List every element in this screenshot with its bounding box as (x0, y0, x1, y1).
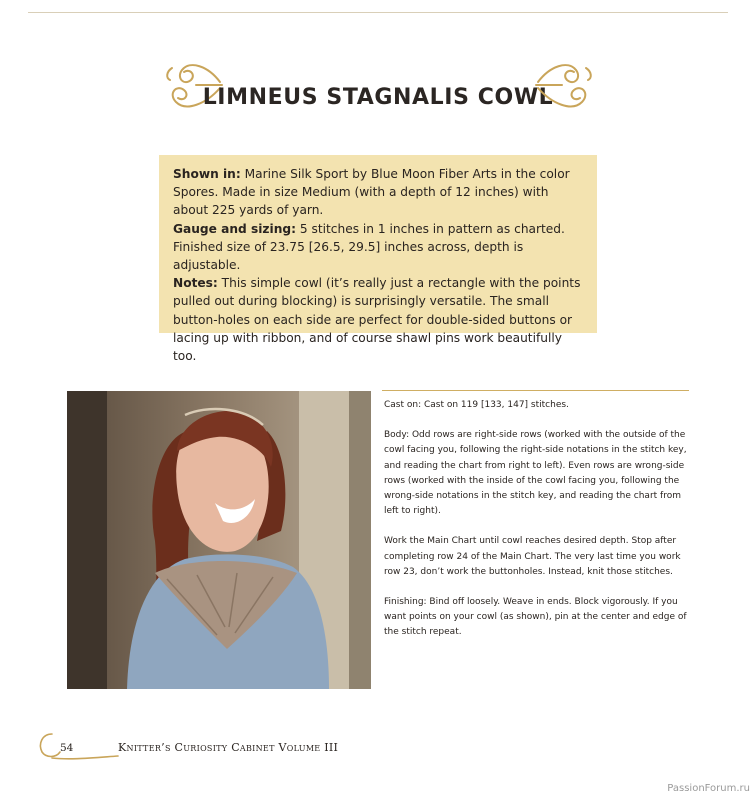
shown-in-label: Shown in: (173, 167, 241, 181)
running-title: Knitter’s Curiosity Cabinet Volume III (118, 741, 339, 754)
gauge-text: 5 stitches in 1 inches in pattern as charted. Finished size of 23.75 [26.5, 29.5] inches across, depth is adjustable. (173, 221, 565, 273)
page-number: 54 (60, 742, 74, 754)
model-photo (67, 391, 371, 689)
top-rule (28, 12, 728, 13)
footer-swash-icon (30, 728, 120, 762)
flourish-right-icon (532, 52, 598, 122)
notes-paragraph (173, 274, 585, 365)
finishing-paragraph: Finishing: Bind off loosely. Weave in ends. Block vigorously. If you want points on your cowl (as shown), pin at the center and edge of the stitch repeat. (384, 597, 687, 638)
page-title: LIMNEUS STAGNALIS COWL (202, 84, 554, 110)
shown-in-paragraph (173, 165, 585, 220)
notes-label: Notes: (173, 276, 218, 291)
watermark: PassionForum.ru (667, 783, 750, 794)
main-chart-paragraph: Work the Main Chart until cowl reaches desired depth. Stop after completing row 24 of the Main Chart. The very last time you work row 23, don’t work the buttonholes. Instead, knit those stitches. (384, 536, 681, 577)
gauge-label: Gauge and sizing: (173, 221, 296, 236)
body-paragraph: Body: Odd rows are right-side rows (worked with the outside of the cowl facing you, following the right-side notations in the stitch key, and reading the chart from right to left). Even rows are wrong-side rows (worked with the inside of the cowl facing you, following the wrong-side notations in the stitch key, and reading the chart from left to right). (384, 430, 687, 517)
pattern-instructions (384, 398, 690, 656)
pattern-info-box (159, 155, 597, 364)
cast-on-paragraph: Cast on: Cast on 119 [133, 147] stitches. (384, 400, 569, 410)
notes-text: This simple cowl (it’s really just a rectangle with the points pulled out during blocking) is surprisingly versatile. The small button-holes on each side are perfect for double-sided buttons or lacing up with ribbon, and of course shawl pins work beautifully too. (173, 276, 581, 364)
gauge-paragraph (173, 220, 585, 275)
section-rule (382, 390, 689, 391)
shown-in-text: Marine Silk Sport by Blue Moon Fiber Arts in the color Spores. Made in size Medium (with a depth of 12 inches) with about 225 yards of yarn. (173, 167, 570, 218)
